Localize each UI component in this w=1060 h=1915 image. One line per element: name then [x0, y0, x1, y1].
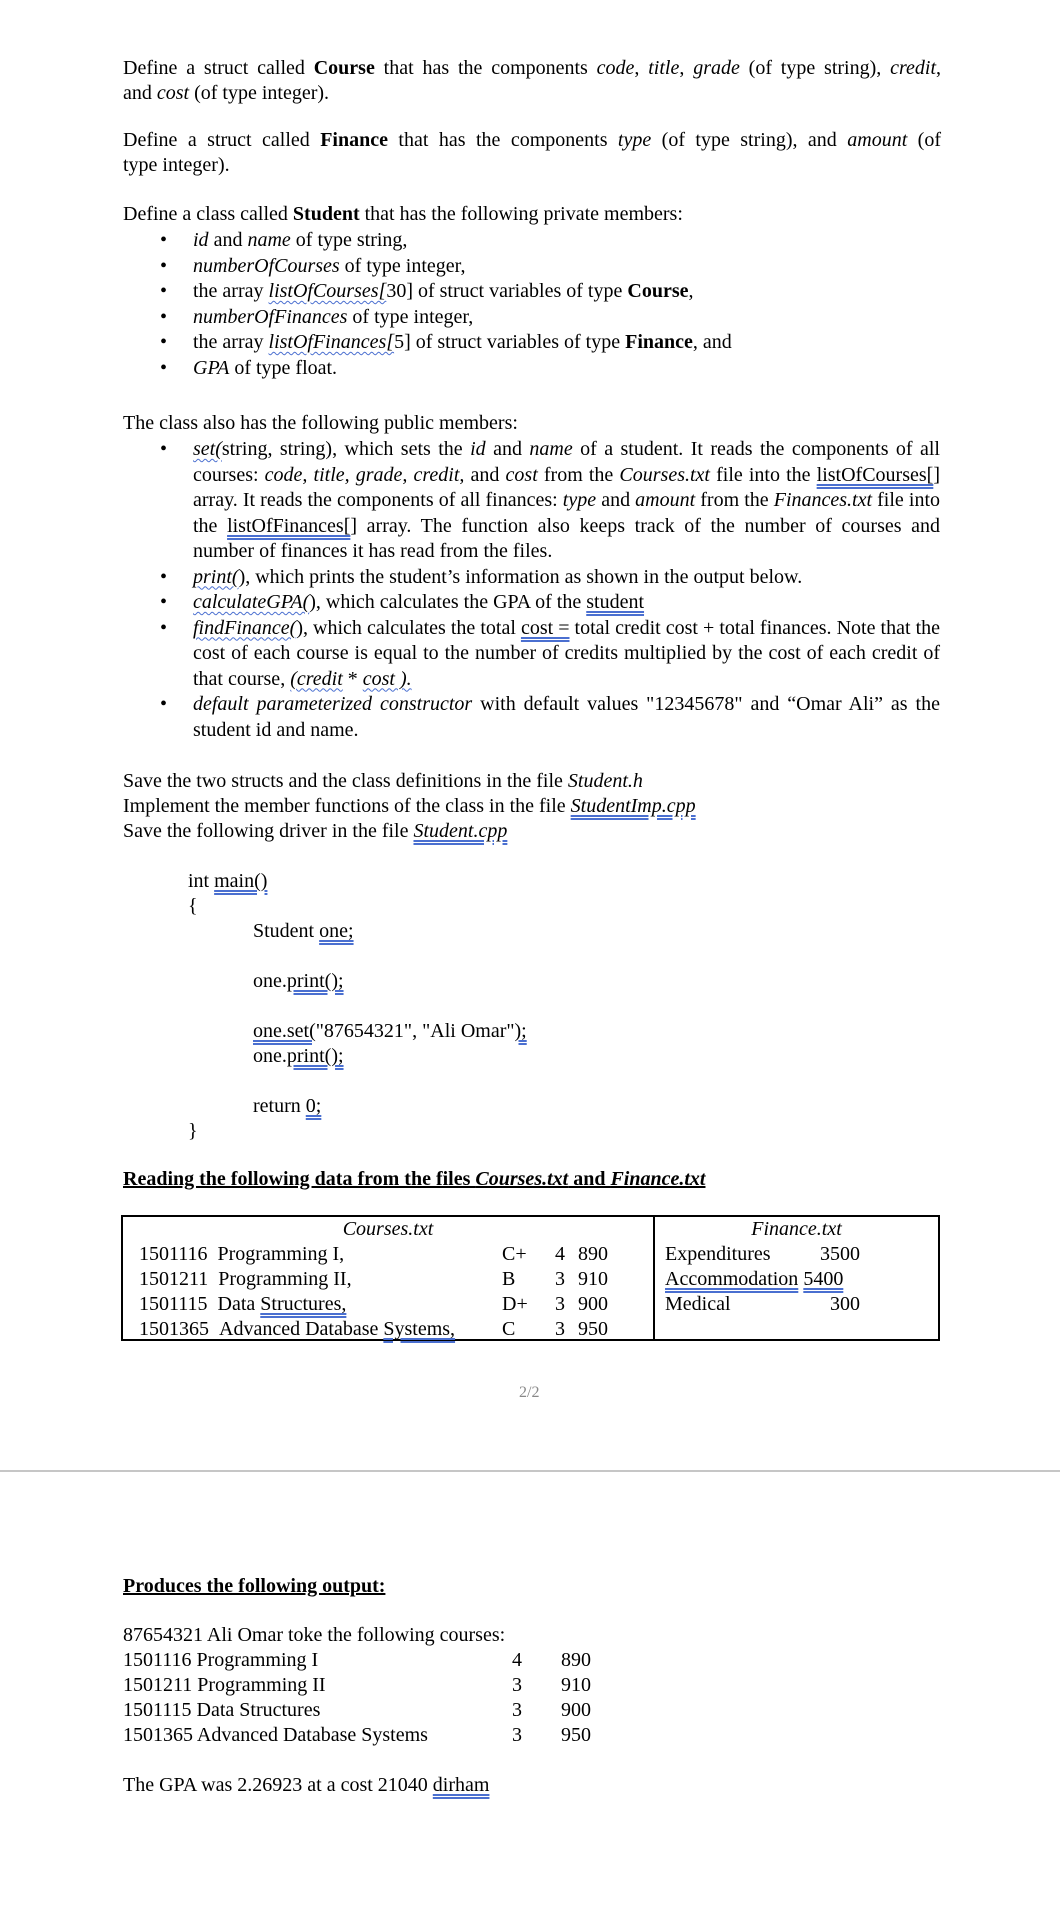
courses-file-cell: Courses.txt 1501116 Programming I, C+ 4 890 1501211 Programming II, B 3 910 1501115 Data Structures, D+ 3 900 1501365 Advanced Database Systems, C 3 950 [122, 1216, 654, 1340]
reading-heading: Reading the following data from the files Courses.txt and Finance.txt [123, 1168, 706, 1190]
list-item: • numberOfFinances of type integer, [160, 305, 940, 331]
list-item: • the array listOfCourses[30] of struct variables of type Course, [160, 279, 940, 305]
list-item: • id and name of type string, [160, 228, 940, 254]
finance-file-cell: Finance.txt Expenditures 3500 Accommodation 5400 Medical 300 [654, 1216, 939, 1340]
list-item: • set(string, string), which sets the id and name of a student. It reads the components of all courses: code, title, grade, credit, and cost from the Courses.txt file into the listOfCourses[] array. It reads the components of all finances: type and amount from the Finances.txt file into the listOfFinances[] array. The function also keeps track of the number of courses and number of finances it has read from the files. [160, 437, 940, 565]
list-item: • GPA of type float. [160, 356, 940, 382]
list-item: 1501116 Programming I [123, 1649, 319, 1671]
table-row: 1501365 Advanced Database Systems, [139, 1318, 456, 1340]
table-row: Expenditures [665, 1243, 771, 1265]
paragraph-course-struct: Define a struct called Course that has the components code, title, grade (of type string), credit, and cost (of type integer). [123, 57, 942, 104]
list-item: • calculateGPA(), which calculates the GPA of the student [160, 590, 940, 616]
table-row: 1501115 Data Structures, [139, 1293, 347, 1315]
finance-file-title: Finance.txt [751, 1218, 842, 1240]
produces-heading: Produces the following output: [123, 1575, 386, 1597]
table-row: Medical [665, 1293, 731, 1315]
save-line-impl: Implement the member functions of the class in the file StudentImp.cpp [123, 795, 696, 817]
courses-file-title: Courses.txt [342, 1218, 434, 1240]
private-members-list [160, 228, 940, 381]
paragraph-student-class: Define a class called Student that has the following private members: [123, 203, 683, 225]
table-row: Accommodation 5400 [665, 1268, 844, 1290]
list-item: • print(), which prints the student’s information as shown in the output below. [160, 565, 940, 591]
list-item: 1501211 Programming II [123, 1674, 326, 1696]
list-item: • the array listOfFinances[5] of struct variables of type Finance, and [160, 330, 940, 356]
list-item: • default parameterized constructor with default values "12345678" and “Omar Ali” as the student id and name. [160, 692, 940, 743]
list-item: • numberOfCourses of type integer, [160, 254, 940, 280]
files-table [121, 1215, 940, 1341]
table-row: 1501116 Programming I, [139, 1243, 345, 1265]
save-line-driver: Save the following driver in the file Student.cpp [123, 820, 508, 842]
page-break-divider [0, 1470, 1060, 1472]
list-item: 1501115 Data Structures [123, 1699, 321, 1721]
paragraph-finance-struct: Define a struct called Finance that has the components type (of type string), and amount (of type integer). [123, 129, 942, 176]
public-members-list [160, 437, 940, 743]
paragraph-public-members: The class also has the following public members: [123, 412, 518, 434]
list-item: 1501365 Advanced Database Systems [123, 1724, 428, 1746]
list-item: • findFinance(), which calculates the total cost = total credit cost + total finances. Note that the cost of each course is equal to the number of credits multiplied by the cost of each credit of that course, (credit * cost ). [160, 616, 940, 693]
table-row: 1501211 Programming II, [139, 1268, 352, 1290]
page-number: 2/2 [519, 1384, 540, 1401]
save-line-header: Save the two structs and the class definitions in the file Student.h [123, 770, 643, 792]
gpa-line: The GPA was 2.26923 at a cost 21040 dirham [123, 1774, 490, 1796]
